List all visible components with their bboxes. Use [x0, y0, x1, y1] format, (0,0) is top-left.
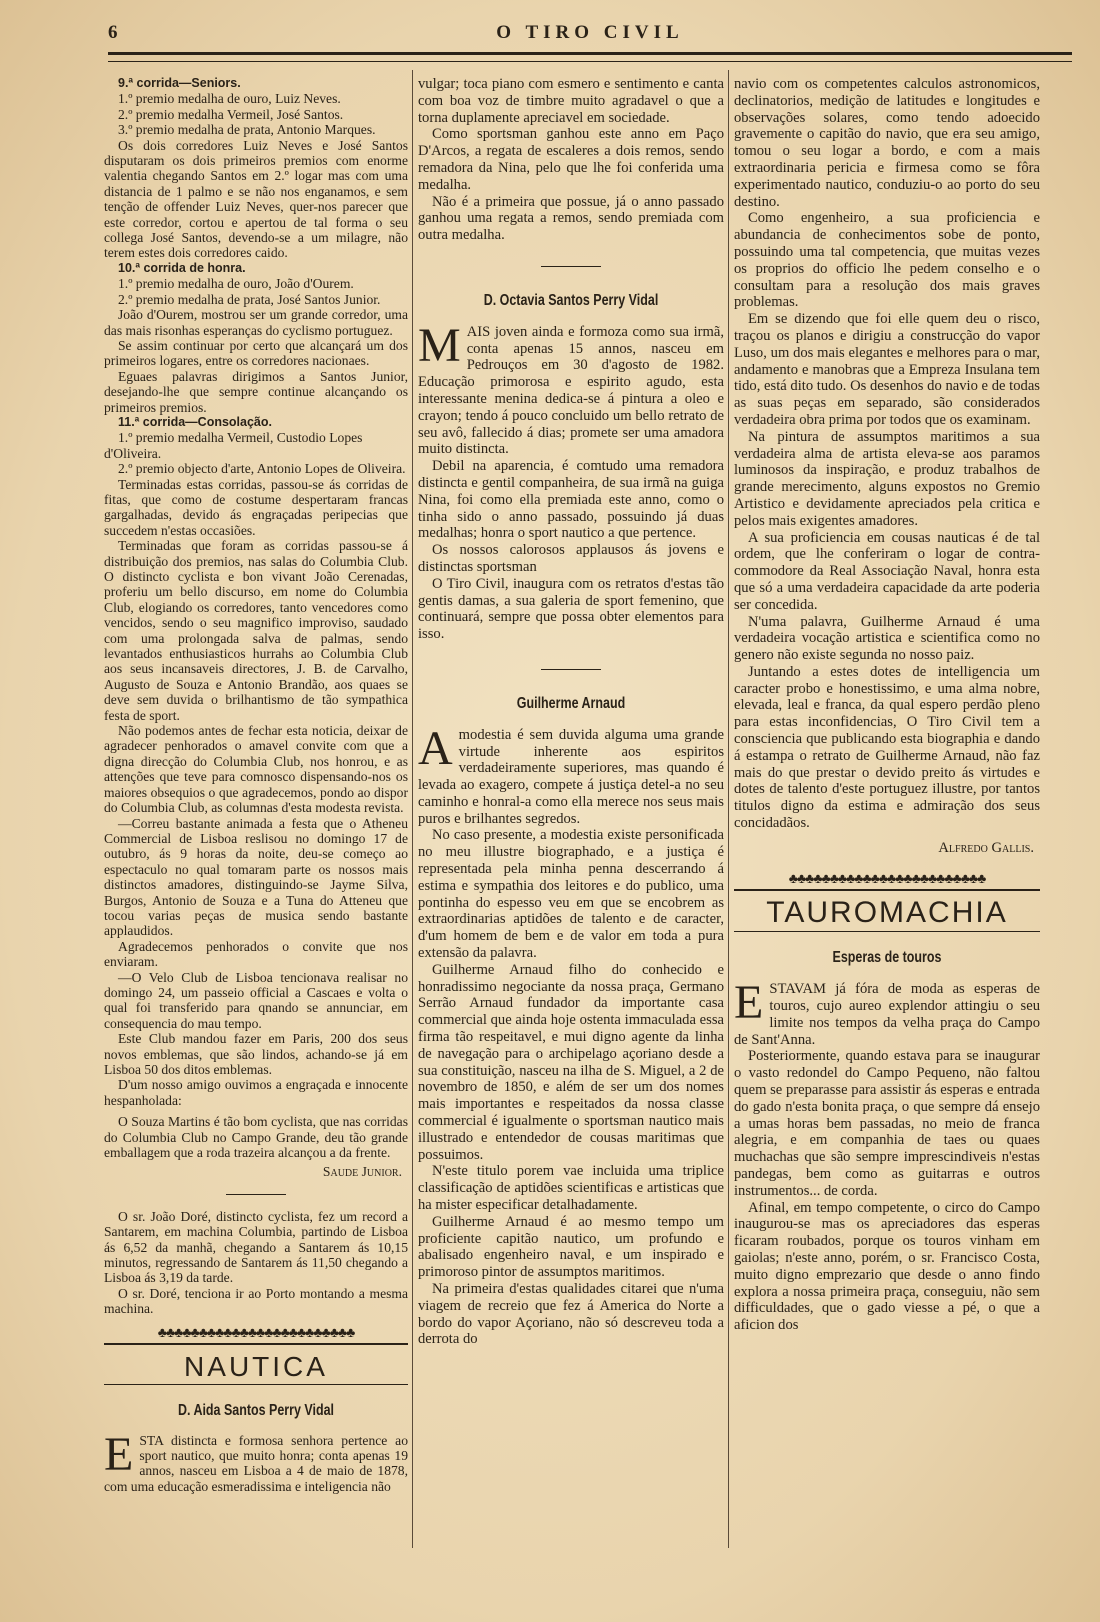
- paragraph: Este Club mandou fazer em Paris, 200 dos seus novos emblemas, que são lindos, achando-se já em Lisboa 50 dos ditos emblemas.: [104, 1031, 408, 1077]
- paragraph: Guilherme Arnaud filho do conhecido e honradissimo negociante da nossa praça, Germano Serrão Arnaud fundador da importante casa commercial que ainda hoje ostenta immaculada essa firma tão respeitavel, e mui digno agente da linha de navegação para o archipelago açoriano desde a sua constituição, nasceu na ilha de S. Miguel, a 2 de novembro de 1850, e além de ser um dos nomes mais importantes e respeitados da nossa classe commercial é igualmente o sportsman nautico mais illustrado e entendedor de cousas maritimas que possuimos.: [418, 961, 724, 1163]
- article-text: AIS joven ainda e formoza como sua irmã, conta apenas 15 annos, nasceu em Pedrouços em 30 d'agosto de 1982. Educação primorosa e espirito agudo, esta interessante menina dedica-se á pintura a oleo e crayon; tendo á pouco concluido um bello retrato de seu avô, fallecido á dias; promete ser uma amadora muito distincta.: [418, 323, 724, 458]
- race-11-title: 11.ª corrida—Consolação.: [118, 414, 272, 429]
- paragraph: —O Velo Club de Lisboa tencionava realisar no domingo 24, um passeio official a Cascaes e volta o qual foi transferido para qnando se annunciar, em consequencia do mau tempo.: [104, 969, 408, 1031]
- section-rule: [104, 1384, 408, 1385]
- separator-rule: [541, 266, 601, 267]
- prize-line: 1.º premio medalha de ouro, Luiz Neves.: [118, 91, 341, 107]
- drop-cap: A: [418, 721, 453, 775]
- column-divider: [728, 70, 729, 1548]
- paragraph: Se assim continuar por certo que alcançará um dos primeiros logares, entre os corredores nacionaes.: [104, 337, 408, 369]
- drop-cap: M: [418, 318, 461, 372]
- paragraph: Como engenheiro, a sua proficiencia e abundancia de conhecimentos sobe de ponto, possuindo uma tal competencia, que muitas vezes os proprios do officio lhe pedem conselho e o consultam para a resolução dos mais graves problemas.: [734, 210, 1040, 311]
- ornament-border: ♣♣♣♣♣♣♣♣♣♣♣♣♣♣♣♣♣♣♣♣♣♣♣♣: [734, 871, 1040, 891]
- column-2: [418, 76, 724, 1546]
- section-rule: [734, 931, 1040, 932]
- paragraph: Como sportsman ganhou este anno em Paço D'Arcos, a regata de escaleres a dois remos, sendo remadora da Nina, pelo que lhe foi conferida uma medalha.: [418, 126, 724, 193]
- masthead-title: O TIRO CIVIL: [496, 22, 684, 43]
- paragraph: Em se dizendo que foi elle quem deu o risco, traçou os planos e dirigiu a construcção do vapor Luso, um dos mais elegantes e melhores para o mar, andamento e manobras que a Empreza Insulana tem tido, está dito tudo. Os desenhos do navio e de todas as suas peças em separado, são considerados verdadeira obra prima por todos que os examinam.: [734, 311, 1040, 428]
- paragraph: vulgar; toca piano com esmero e sentimento e canta com boa voz de timbre muito agradavel o que a torna duplamente apreciavel em sociedade.: [418, 76, 724, 126]
- race-9-title: 9.ª corrida—Seniors.: [118, 76, 241, 90]
- paragraph: Na pintura de assumptos maritimos a sua verdadeira alma de artista eleva-se aos paramos luminosos da inspiração, e produz trabalhos de grande merecimento, alguns expostos no Gremio Artistico e devidamente apreciados pela critica e pelos mais exigentes amadores.: [734, 428, 1040, 529]
- paragraph: N'este titulo porem vae incluida uma triplice classificação de aptidões scientificas e artisticas que ha mister especificar detalhadamente.: [418, 1163, 724, 1214]
- signature: Alfredo Gallis.: [938, 839, 1034, 856]
- section-title-nautica: NAUTICA: [184, 1350, 328, 1382]
- ornament-border: ♣♣♣♣♣♣♣♣♣♣♣♣♣♣♣♣♣♣♣♣♣♣♣♣: [104, 1325, 408, 1345]
- paragraph: A sua proficiencia em cousas nauticas é de tal ordem, que lhe conferiram o logar de contra-commodore da Real Associação Naval, honra esta que só a uma verdadeira capacidade da arte poderia ser concedida.: [734, 529, 1040, 613]
- paragraph: O sr. Doré, tenciona ir ao Porto montando a mesma machina.: [104, 1285, 408, 1317]
- article-paragraph: [104, 1427, 408, 1495]
- section-title-tauromachia: TAUROMACHIA: [766, 895, 1008, 929]
- prize-line: 2.º premio objecto d'arte, Antonio Lopes de Oliveira.: [118, 461, 406, 477]
- paragraph: Afinal, em tempo competente, o circo do Campo inaugurou-se mas os apreciadores das esperas ficaram roubados, porque os touros vinham em gaiolas; n'este anno, porém, o sr. Francisco Costa, muito digno emprezario que desde o anno findo explora a nossa primeira praça, conseguiu, não sem difficuldades, que o gado viesse a pé, o que a aficion dos: [734, 1199, 1040, 1334]
- prize-line: 3.º premio medalha de prata, Antonio Marques.: [118, 122, 376, 138]
- column-1: [104, 76, 408, 1546]
- paragraph: O sr. João Doré, distincto cyclista, fez um record a Santarem, em machina Columbia, partindo de Lisboa ás 6,52 da manhã, chegando a Santarem ás 10,15 minutos, regressando de Santarem ás 11,50 chegando a Lisboa ás 3,19 da tarde.: [104, 1208, 408, 1286]
- paragraph: N'uma palavra, Guilherme Arnaud é uma verdadeira vocação artistica e scientifica como no genero não existe segunda no nosso paiz.: [734, 613, 1040, 664]
- article-text: STAVAM já fóra de moda as esperas de touros, cujo aureo explendor attingiu o seu limite nos tempos da velha praça do Campo de Sant'Anna.: [734, 981, 1040, 1048]
- paragraph: Terminadas que foram as corridas passou-se á distribuição dos premios, nas salas do Columbia Club. O distincto cyclista e bon vivant João Cerenadas, proferiu um bello discurso, em nome do Columbia Club, elogiando os corredores, tanto vencedores como vencidos, sendo o seu magnifico improviso, saudado com uma prolongada salva de palmas, sendo levantados enthusiasticos hurrahs ao Columbia Club aos seus incansaveis directores, J. B. de Carvalho, Augusto de Souza e Antonio Brandão, aos quaes se deve sem duvida o brilhantismo de tão sympathica festa de sport.: [104, 538, 408, 723]
- paragraph: João d'Ourem, mostrou ser um grande corredor, uma das mais risonhas esperanças do cyclismo portuguez.: [104, 307, 408, 338]
- drop-cap: E: [104, 1427, 134, 1481]
- article-paragraph: [418, 721, 724, 828]
- prize-line: 2.º premio medalha Vermeil, José Santos.: [118, 106, 344, 122]
- paragraph: Os nossos calorosos applausos ás jovens e distinctas sportsman: [418, 542, 724, 575]
- article-title: Esperas de touros: [832, 949, 942, 967]
- prize-line: 2.º premio medalha de prata, José Santos Junior.: [118, 291, 381, 307]
- paragraph: —Correu bastante animada a festa que o Atheneu Commercial de Lisboa reslisou no domingo 17 de outubro, ás 9 horas da noite, deu-se começo ao espectaculo no qual tomaram parte os nossos mais distinctos amadores, distinguindo-se Jayme Silva, Burgos, Antonio de Souza e a Tuna do Atteneu que tocou varias peças de musica sendo bastante applaudidos.: [104, 815, 408, 939]
- article-paragraph: [418, 318, 724, 458]
- paragraph: Na primeira d'estas qualidades citarei que n'uma viagem de recreio que fez á America do Norte a bordo do vapor Açoriano, não só descreveu toda a derrota do: [418, 1281, 724, 1348]
- paragraph: Agradecemos penhorados o convite que nos enviaram.: [104, 938, 408, 970]
- paragraph: Não podemos antes de fechar esta noticia, deixar de agradecer penhorados o amavel convite com que a digna direcção do Columbia Club, nos honrou, e as attenções que teve para comnosco dispensando-nos os maiores obsequios o que agradecemos, pondo ao dispor do Columbia Club, as columnas d'esta modesta revista.: [104, 723, 408, 816]
- prize-line: 1.º premio medalha de ouro, João d'Ourem.: [118, 276, 354, 292]
- article-title: D. Aida Santos Perry Vidal: [177, 1402, 335, 1420]
- header-rule: [108, 52, 1072, 62]
- paragraph: Eguaes palavras dirigimos a Santos Junior, desejando-lhe que sempre continue alcançando os primeiros premios.: [104, 368, 408, 415]
- paragraph: Terminadas estas corridas, passou-se ás corridas de fitas, que como de costume despertaram francas gargalhadas, devido ás engraçadas peripecias que succedem n'estas occasiões.: [104, 476, 408, 538]
- column-3: [734, 76, 1040, 1546]
- article-text: modestia é sem duvida alguma uma grande virtude inherente aos espiritos verdadeiramente superiores, mas quando é levada ao exagero, compete á justiça detel-a no seu caminho e honral-a como ella merece nos seus mais puros e brilhantes segredos.: [418, 726, 724, 827]
- article-text: STA distincta e formosa senhora pertence ao sport nautico, que muito honra; conta apenas 19 annos, nasceu em Lisboa a 4 de maio de 1878, com uma educação esmeradissima e inteligencia não: [104, 1432, 408, 1494]
- paragraph: Não é a primeira que possue, já o anno passado ganhou uma regata a remos, sendo premiada com outra medalha.: [418, 193, 724, 244]
- article-title: D. Octavia Santos Perry Vidal: [483, 291, 659, 309]
- separator-rule: [226, 1194, 286, 1195]
- paragraph: Guilherme Arnaud é ao mesmo tempo um proficiente capitão nautico, um profundo e abalisado engenheiro naval, e um inspirado e primoroso pintor de assumptos maritimos.: [418, 1213, 724, 1281]
- paragraph: Posteriormente, quando estava para se inaugurar o vasto redondel do Campo Pequeno, não faltou quem se preparasse para assistir ás esperas e entrada do gado n'esta bonita praça, o que sempre dá ensejo a umas horas bem passadas, no meio de franca alegria, e em companhia de taes ou quaes muchachas que são sempre imprescindiveis n'estas pandegas, bem como as guitarras e outros instrumentos... de corda.: [734, 1048, 1040, 1199]
- paragraph: navio com os competentes calculos astronomicos, declinatorios, medição de latitudes e longitudes e observações solares, como tendo adoecido gravemente o capitão do navio, que era seu amigo, tomou o seu logar a bordo, e com a mais extraordinaria pericia e firmesa como se fôra experimentado nautico, conduziu-o ao porto do seu destino.: [734, 76, 1040, 210]
- separator-rule: [541, 669, 601, 670]
- prize-line: 1.º premio medalha Vermeil, Custodio Lopes d'Oliveira.: [104, 430, 363, 461]
- paragraph: No caso presente, a modestia existe personificada no meu illustre biographado, e a justiça é representada pela minha penna descerrando á estima e sympathia dos leitores e do publico, uma pontinha do espesso veu em que se encobrem as extraordinarias aptidões de talento e de caracter, d'um homem de bem e de valor em toda a pura extensão da palavra.: [418, 827, 724, 962]
- race-10-title: 10.ª corrida de honra.: [118, 260, 246, 275]
- paragraph: D'um nosso amigo ouvimos a engraçada e innocente hespanholada:: [104, 1077, 408, 1108]
- paragraph: Debil na aparencia, é comtudo uma remadora distincta e gentil companheira, de sua irmã na guiga Nina, foi como ella premiada este anno, como o tinha sido o anno passado, possuindo já duas medalhas; honra o sport nautico a que pertence.: [418, 458, 724, 542]
- drop-cap: E: [734, 976, 764, 1030]
- page-number: 6: [108, 22, 118, 43]
- article-paragraph: [734, 976, 1040, 1048]
- column-divider: [412, 70, 413, 1548]
- paragraph: O Tiro Civil, inaugura com os retratos d'estas tão gentis damas, a sua galeria de sport femenino, que continuará, sempre que possa obter elementos para isso.: [418, 575, 724, 643]
- signature: Saude Junior.: [322, 1164, 402, 1180]
- paragraph: Juntando a estes dotes de intelligencia um caracter probo e honestissimo, e uma alma nobre, elevada, leal e franca, da qual espero perdão pleno para estas inconfidencias, O Tiro Civil tem a consciencia que publicando esta biographia e dando á estampa o retrato de Guilherme Arnaud, não faz mais do que prestar o devido preito ás virtudes e dotes de talento d'este portuguez illustre, por tantos titulos digno da estima e admiração dos seus concidadãos.: [734, 663, 1040, 832]
- page-header: [108, 22, 1072, 48]
- paragraph: Os dois corredores Luiz Neves e José Santos disputaram os dois primeiros premios com enorme valentia chegando Santos em 2.º logar mas com uma distancia de 1 palmo e se não nos enganamos, e sem tenção de offender Luiz Neves, quer-nos parecer que este corredor, cortou e apertou de tal forma o seu collega José Santos, devendo-se a um milagre, não terem estes dois corredores caido.: [104, 137, 408, 261]
- article-title: Guilherme Arnaud: [516, 694, 626, 712]
- paragraph: O Souza Martins é tão bom cyclista, que nas corridas do Columbia Club no Campo Grande, deu tão grande emballagem que a roda trazeira alcançou a da frente.: [104, 1114, 408, 1161]
